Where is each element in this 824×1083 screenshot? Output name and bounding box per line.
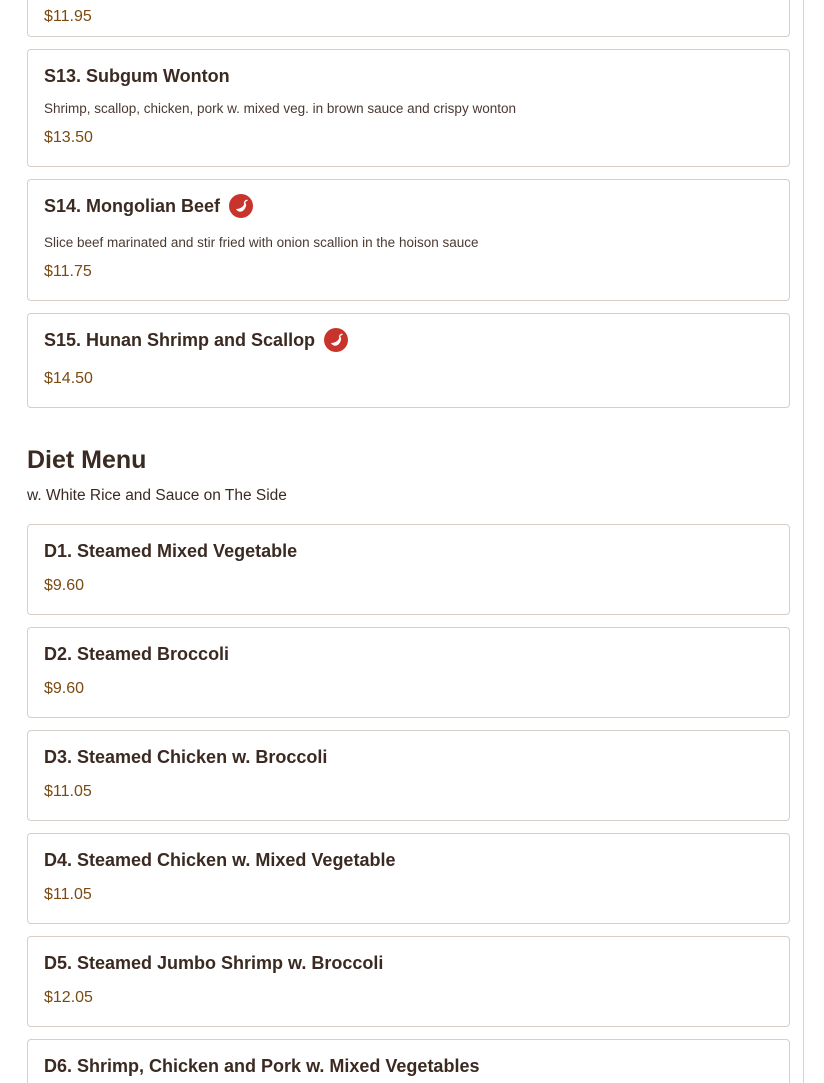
item-name-row: [44, 328, 348, 352]
spicy-pepper-icon: [229, 194, 253, 218]
item-name: D5. Steamed Jumbo Shrimp w. Broccoli: [44, 953, 384, 973]
item-price: $11.95: [44, 8, 92, 25]
item-name: D2. Steamed Broccoli: [44, 644, 230, 664]
page-divider: [803, 0, 804, 1083]
item-name: D3. Steamed Chicken w. Broccoli: [44, 747, 328, 767]
item-price: $9.60: [44, 680, 85, 697]
menu-item-card-d6[interactable]: [27, 1039, 790, 1083]
item-price: $9.60: [44, 577, 85, 594]
menu-item-card-partial[interactable]: [27, 0, 790, 37]
menu-item-card-s14[interactable]: [27, 179, 790, 301]
section-subtitle: w. White Rice and Sauce on The Side: [27, 487, 287, 504]
item-price: $13.50: [44, 129, 93, 146]
item-price: $11.05: [44, 783, 92, 800]
menu-item-card-d3[interactable]: [27, 730, 790, 821]
section-title: Diet Menu: [27, 446, 147, 474]
menu-item-card-s13[interactable]: [27, 49, 790, 167]
item-name: D4. Steamed Chicken w. Mixed Vegetable: [44, 850, 396, 870]
menu-item-card-d5[interactable]: [27, 936, 790, 1027]
item-description: Slice beef marinated and stir fried with onion scallion in the hoison sauce: [44, 235, 479, 250]
item-name: S14. Mongolian Beef: [44, 195, 221, 216]
spicy-pepper-icon: [324, 328, 348, 352]
menu-item-card-s15[interactable]: [27, 313, 790, 408]
item-description: Shrimp, scallop, chicken, pork w. mixed veg. in brown sauce and crispy wonton: [44, 101, 516, 116]
menu-item-card-d4[interactable]: [27, 833, 790, 924]
item-price: $11.05: [44, 886, 92, 903]
menu-item-card-d1[interactable]: [27, 524, 790, 615]
item-price: $11.75: [44, 263, 92, 280]
item-name-row: [44, 194, 253, 218]
item-name: D6. Shrimp, Chicken and Pork w. Mixed Vegetables: [44, 1056, 480, 1076]
item-name: D1. Steamed Mixed Vegetable: [44, 541, 298, 561]
item-name: S15. Hunan Shrimp and Scallop: [44, 329, 316, 350]
menu-item-card-d2[interactable]: [27, 627, 790, 718]
item-price: $12.05: [44, 989, 93, 1006]
item-name: S13. Subgum Wonton: [44, 66, 230, 86]
item-price: $14.50: [44, 370, 93, 387]
